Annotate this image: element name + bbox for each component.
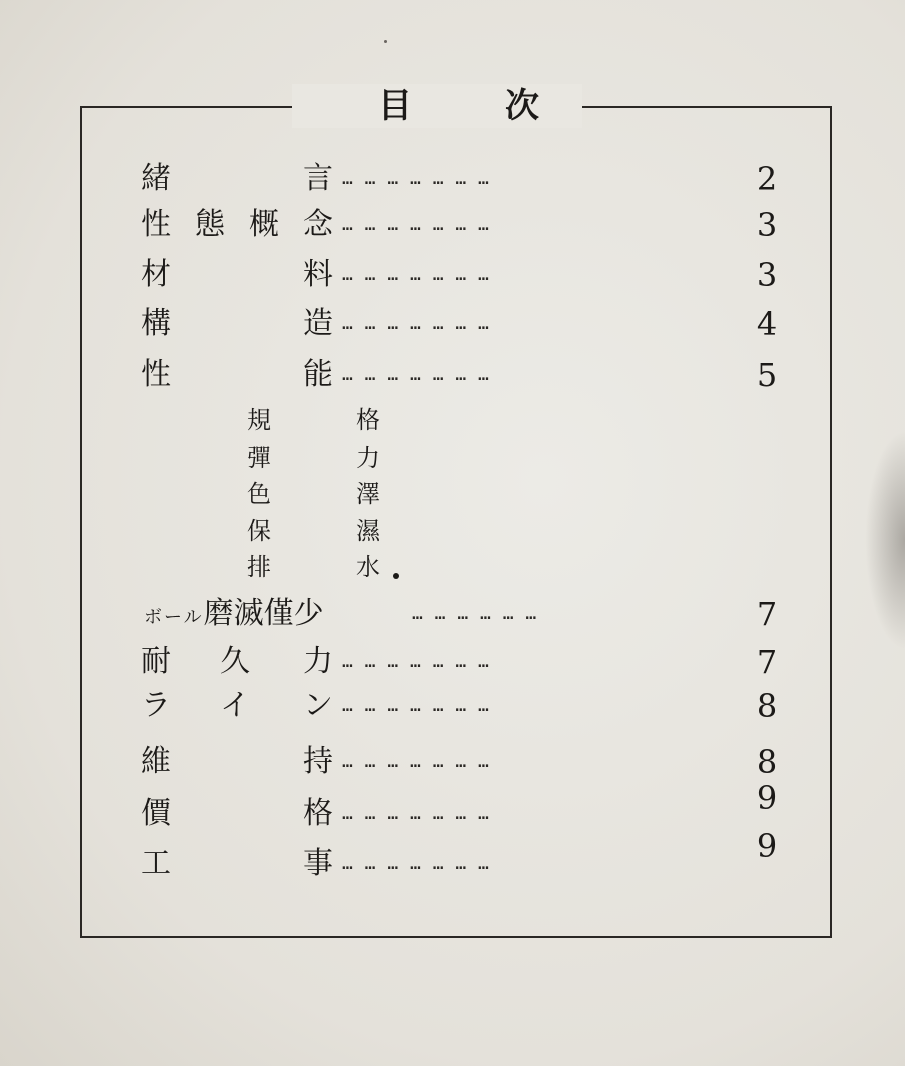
page-number: 9 — [756, 827, 778, 865]
leader-dots: … … … … … … … — [342, 168, 490, 189]
toc-entry — [0, 592, 905, 636]
entry-char: 念 — [303, 207, 333, 242]
sub-entry-char: 規 — [247, 406, 271, 434]
page-number: 3 — [756, 256, 778, 294]
leader-dots: … … … … … … … — [342, 264, 490, 285]
toc-sub-entry — [0, 440, 905, 476]
sub-entry-char: 排 — [247, 553, 271, 581]
entry-char: 維 — [141, 744, 171, 779]
entry-char: 持 — [303, 744, 333, 779]
entry-char: 事 — [303, 846, 333, 881]
toc-entry — [0, 302, 905, 346]
entry-char: 能 — [303, 357, 333, 392]
entry-char: 態 — [195, 207, 225, 242]
entry-char: 言 — [303, 161, 333, 196]
sub-entry-char: 水 — [356, 553, 380, 581]
page-number: 7 — [756, 595, 778, 633]
entry-char: 力 — [303, 644, 333, 679]
toc-sub-entry — [0, 402, 905, 438]
ink-dot — [393, 573, 399, 579]
toc-entry — [0, 203, 905, 247]
page-number: 8 — [756, 743, 778, 781]
leader-dots: … … … … … … … — [342, 313, 490, 334]
sub-entry-char: 格 — [356, 406, 380, 434]
sub-entry-char: 彈 — [247, 444, 271, 472]
entry-char: ン — [303, 688, 333, 723]
leader-dots: … … … … … … — [412, 603, 537, 624]
entry-char: 價 — [141, 796, 171, 831]
entry-char: 緒 — [141, 161, 171, 196]
entry-char: 概 — [249, 207, 279, 242]
page-number: 7 — [756, 643, 778, 681]
toc-entry — [0, 640, 905, 684]
sub-entry-char: 保 — [247, 517, 271, 545]
toc-entry — [0, 353, 905, 397]
entry-label-kanji: 磨滅僅少 — [203, 596, 324, 631]
entry-char: 料 — [303, 257, 333, 292]
page-number: 4 — [756, 305, 778, 343]
entry-char: ラ — [141, 688, 171, 723]
toc-sub-entry — [0, 549, 905, 585]
toc-sub-entry — [0, 513, 905, 549]
sub-entry-char: 色 — [247, 480, 271, 508]
leader-dots: … … … … … … … — [342, 751, 490, 772]
entry-char: イ — [220, 688, 250, 723]
leader-dots: … … … … … … … — [342, 695, 490, 716]
entry-char: 性 — [141, 207, 171, 242]
page-number: 9 — [756, 779, 778, 817]
leader-dots: … … … … … … … — [342, 214, 490, 235]
toc-entry — [0, 684, 905, 728]
sub-entry-char: 澤 — [356, 480, 380, 508]
page-number: 8 — [756, 687, 778, 725]
entry-char: 構 — [141, 306, 171, 341]
toc-title-char-2: 次 — [505, 86, 539, 126]
leader-dots: … … … … … … … — [342, 651, 490, 672]
toc-sub-entry — [0, 476, 905, 512]
entry-char: 性 — [141, 357, 171, 392]
toc-entry — [0, 253, 905, 297]
leader-dots: … … … … … … … — [342, 803, 490, 824]
toc-entry — [0, 157, 905, 201]
entry-char: 造 — [303, 306, 333, 341]
entry-char: 耐 — [141, 644, 171, 679]
page-number: 3 — [756, 206, 778, 244]
page-number: 2 — [756, 160, 778, 198]
page-number: 5 — [756, 356, 778, 394]
leader-dots: … … … … … … … — [342, 853, 490, 874]
sub-entry-char: 濕 — [356, 517, 380, 545]
paper-speck — [384, 40, 387, 43]
entry-char: 久 — [220, 644, 250, 679]
entry-char: 材 — [141, 257, 171, 292]
toc-title-char-1: 目 — [378, 86, 412, 126]
entry-char: 格 — [303, 796, 333, 831]
entry-label-kana: ボール — [144, 607, 204, 628]
sub-entry-char: 力 — [356, 444, 380, 472]
toc-entry — [0, 827, 905, 886]
leader-dots: … … … … … … … — [342, 364, 490, 385]
entry-label — [144, 592, 324, 640]
entry-char: 工 — [141, 846, 171, 881]
